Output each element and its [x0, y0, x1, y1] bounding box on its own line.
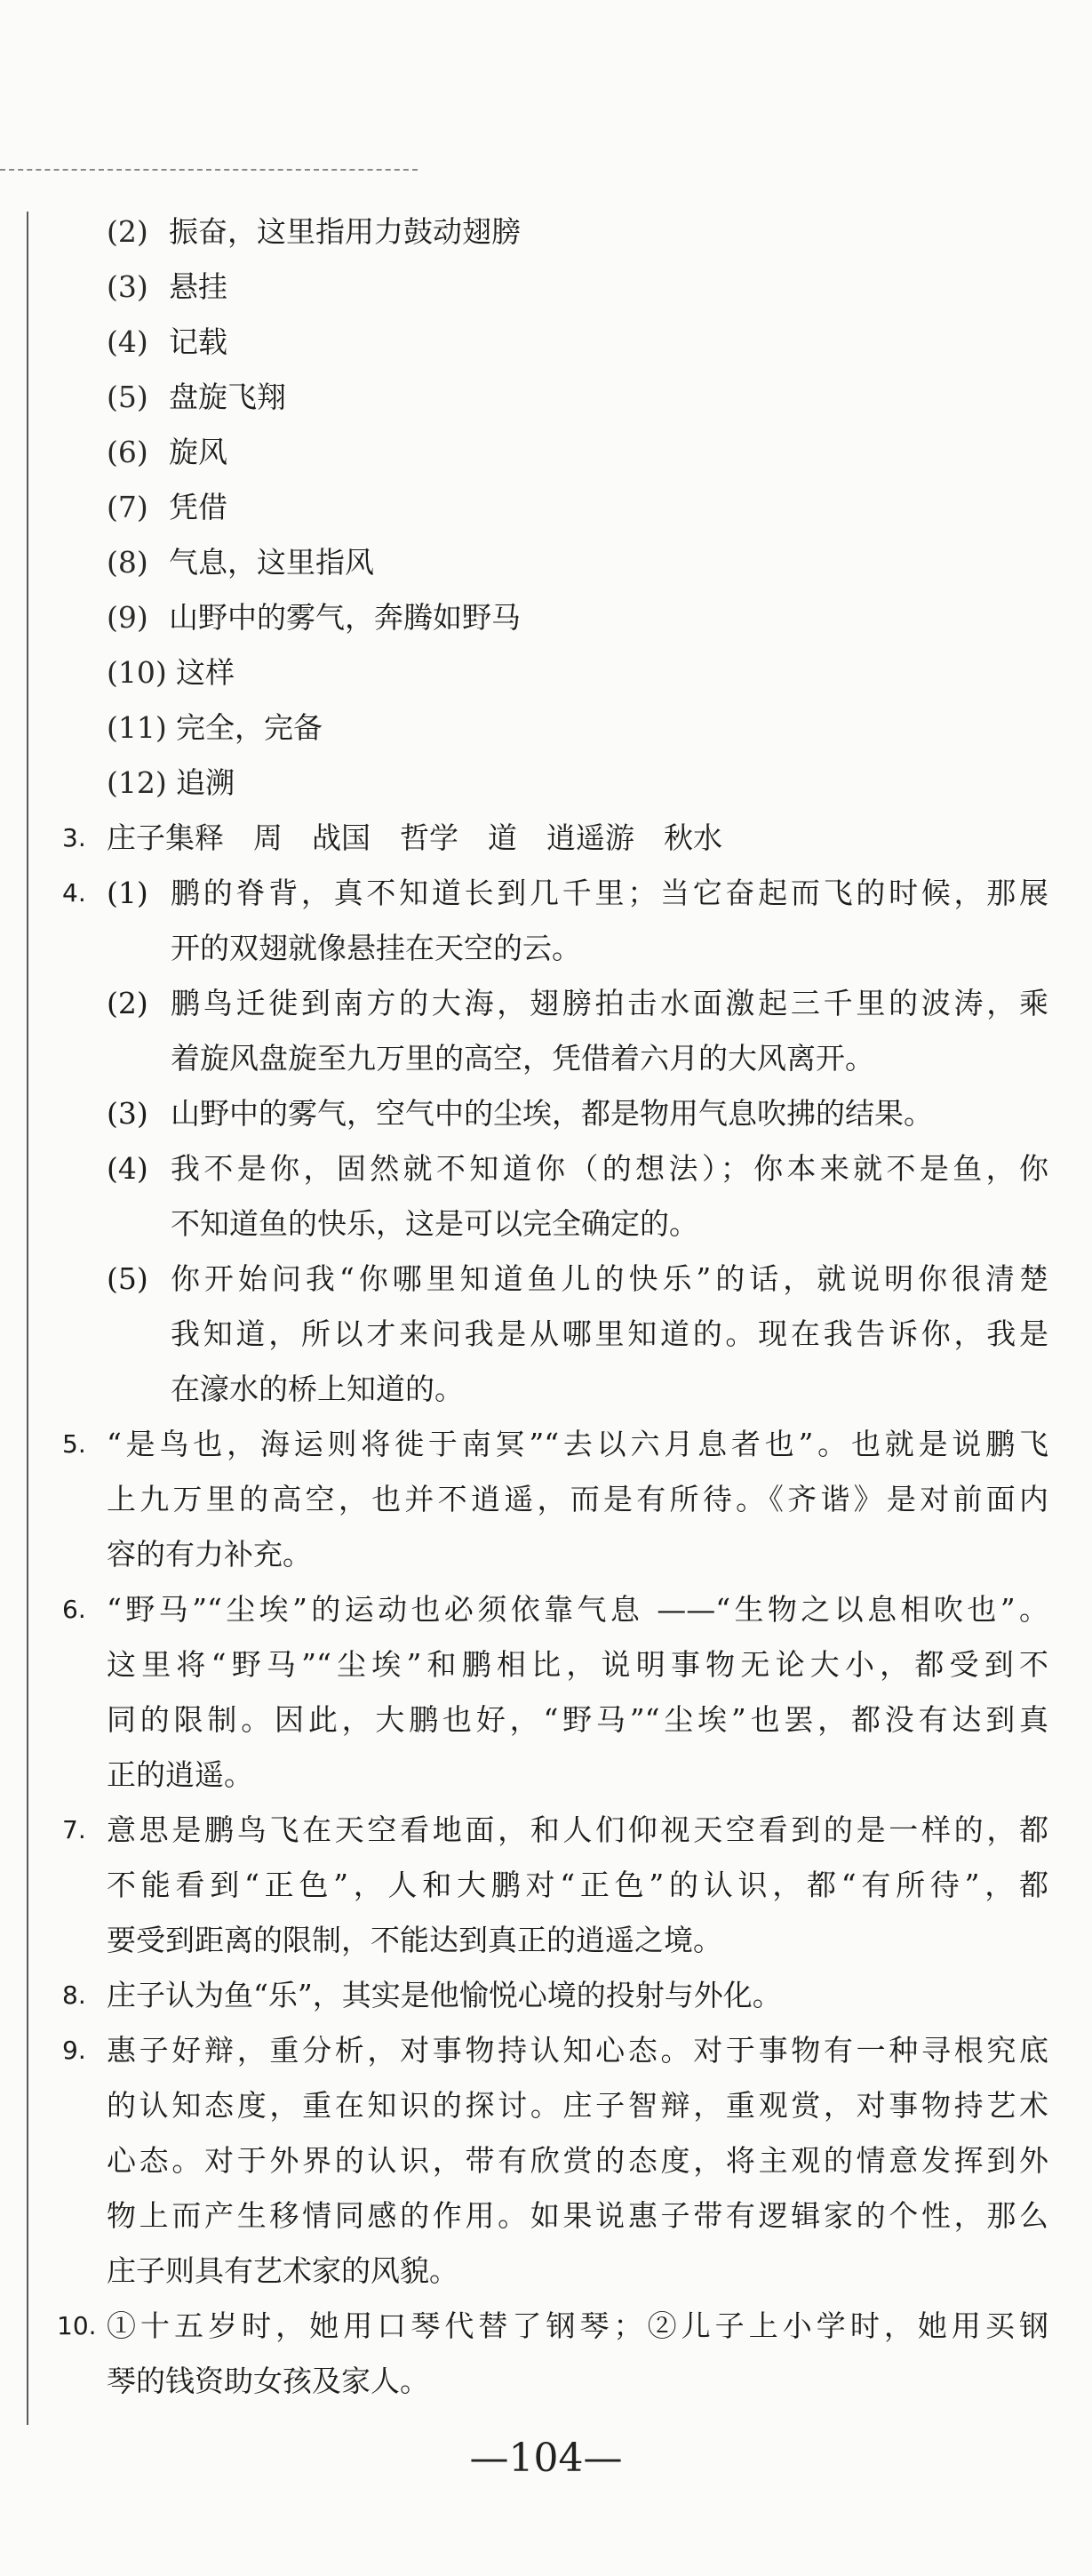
answer-4 [53, 866, 1048, 1417]
q2-item: (9) 山野中的雾气，奔腾如野马 [107, 600, 521, 635]
answer-4-sub: (5) 你开始问我“你哪里知道鱼儿的快乐”的话，就说明你很清楚 我知道，所以才来问我是从哪里知道的。现在我告诉你，我是 在濠水的桥上知道的。 [107, 1261, 1048, 1406]
answer-4-sub: (2) 鹏鸟迁徙到南方的大海，翅膀拍击水面激起三千里的波涛，乘 着旋风盘旋至九万里的高空，凭借着六月的大风离开。 [107, 986, 1048, 1076]
top-dashed-rule [0, 169, 418, 171]
answer-number: 6. [62, 1595, 86, 1624]
answer-3 [53, 811, 1048, 866]
q2-item: (11) 完全，完备 [107, 710, 323, 745]
answer-5: 5. “是鸟也，海运则将徙于南冥”“去以六月息者也”。也就是说鹏飞 上九万里的高空，也并不逍遥，而是有所待。《齐谐》是对前面内 容的有力补充。 [53, 1417, 1048, 1582]
answer-content [53, 204, 1048, 2409]
answer-number: 4. [62, 878, 86, 908]
q2-item: (3) 悬挂 [107, 269, 227, 304]
left-margin-rule [27, 212, 28, 2425]
page-number: —104— [469, 2436, 623, 2481]
answer-number: 7. [62, 1815, 86, 1844]
answer-9: 9. 惠子好辩，重分析，对事物持认知心态。对于事物有一种寻根究底 的认知态度，重在知识的探讨。庄子智辩，重观赏，对事物持艺术 心态。对于外界的认识，带有欣赏的态度，将主观的情意发挥到外 物上而产生移情同感的作用。如果说惠子带有逻辑家的个性，那么 庄子则具有艺术家的风貌。 [53, 2023, 1048, 2299]
answer-number: 9. [62, 2036, 86, 2065]
q2-item: (8) 气息，这里指风 [107, 545, 374, 580]
q2-item: (10) 这样 [107, 655, 235, 690]
answer-10: 10. ①十五岁时，她用口琴代替了钢琴；②儿子上小学时，她用买钢 琴的钱资助女孩及家人。 [53, 2299, 1048, 2409]
answer-8: 8. 庄子认为鱼“乐”，其实是他愉悦心境的投射与外化。 [53, 1968, 1048, 2023]
q2-items [53, 204, 1048, 811]
q2-item: (2) 振奋，这里指用力鼓动翅膀 [107, 214, 521, 249]
q2-item: (4) 记载 [107, 324, 227, 359]
answer-6: 6. “野马”“尘埃”的运动也必须依靠气息 ——“生物之以息相吹也”。 这里将“野马”“尘埃”和鹏相比，说明事物无论大小，都受到不 同的限制。因此，大鹏也好，“野马”“尘埃”也罢，都没有达到真 正的逍遥。 [53, 1582, 1048, 1803]
q2-item: (7) 凭借 [107, 490, 227, 524]
answer-4-sub: (1) 鹏的脊背，真不知道长到几千里；当它奋起而飞的时候，那展 开的双翅就像悬挂在天空的云。 [107, 876, 1048, 965]
answer-number: 3. [62, 823, 86, 852]
q2-item: (6) 旋风 [107, 435, 227, 469]
answer-number: 8. [62, 1980, 86, 2010]
q2-item: (12) 追溯 [107, 765, 235, 800]
answer-line: 庄子集释 周 战国 哲学 道 逍遥游 秋水 [107, 820, 722, 855]
answer-7: 7. 意思是鹏鸟飞在天空看地面，和人们仰视天空看到的是一样的，都 不能看到“正色”，人和大鹏对“正色”的认识，都“有所待”，都 要受到距离的限制，不能达到真正的逍遥之境。 [53, 1803, 1048, 1968]
answer-4-sub: (3) 山野中的雾气，空气中的尘埃，都是物用气息吹拂的结果。 [107, 1096, 933, 1131]
answer-4-sub: (4) 我不是你，固然就不知道你（的想法）；你本来就不是鱼，你 不知道鱼的快乐，这是可以完全确定的。 [107, 1151, 1048, 1241]
answer-number: 10. [57, 2311, 97, 2340]
answer-number: 5. [62, 1429, 86, 1459]
q2-item: (5) 盘旋飞翔 [107, 380, 286, 414]
